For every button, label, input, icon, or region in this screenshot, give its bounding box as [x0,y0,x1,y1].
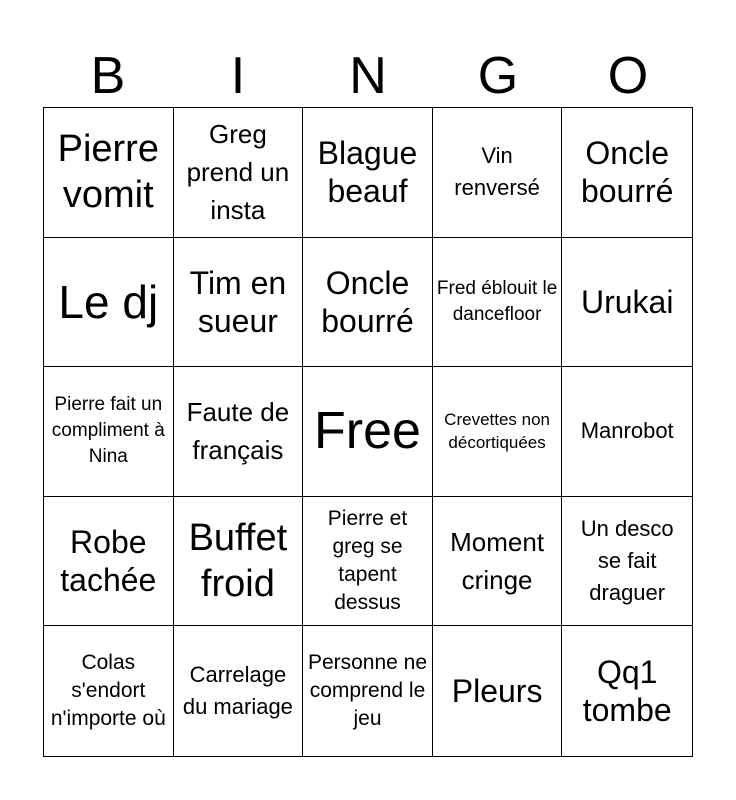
bingo-cell-r5c1[interactable] [44,626,174,756]
cell-label: Le dj [58,275,159,328]
header-letter-n: N [349,47,387,105]
bingo-grid [43,107,693,757]
cell-label: Pierre fait un compliment à Nina [51,394,165,468]
bingo-cell-r4c4[interactable] [433,497,563,627]
cell-label: Manrobot [580,418,674,444]
bingo-cell-r2c2[interactable] [174,238,304,368]
cell-label: Carrelage du mariage [182,662,293,720]
bingo-cell-r4c2[interactable] [174,497,304,627]
bingo-cell-r3c5[interactable] [562,367,692,497]
header-letter-g: G [477,47,519,105]
cell-label: Qq1 tombe [582,654,672,729]
header-letter-b: B [90,47,126,105]
cell-label: Un desco se fait draguer [580,516,674,606]
bingo-cell-r4c5[interactable] [562,497,692,627]
cell-label: Robe tachée [60,524,157,599]
bingo-cell-r1c5[interactable] [562,108,692,238]
bingo-cell-r1c4[interactable] [433,108,563,238]
cell-label: Crevettes non décortiquées [444,410,551,453]
bingo-cell-r2c1[interactable] [44,238,174,368]
bingo-cell-r4c3[interactable] [303,497,433,627]
cell-label: Oncle bourré [580,135,674,210]
bingo-cell-r2c5[interactable] [562,238,692,368]
bingo-cell-r3c1[interactable] [44,367,174,497]
cell-label: Oncle bourré [321,264,414,339]
bingo-cell-r5c2[interactable] [174,626,304,756]
header-letter-o: O [607,47,649,105]
bingo-cell-r5c3[interactable] [303,626,433,756]
header-letter-i: I [230,47,246,105]
bingo-cell-r4c1[interactable] [44,497,174,627]
cell-label: Colas s'endort n'importe où [50,651,166,731]
cell-label: Tim en sueur [189,264,287,339]
cell-label: Moment cringe [450,527,545,596]
bingo-cell-r2c3[interactable] [303,238,433,368]
cell-label: Faute de français [186,397,290,466]
cell-label: Fred éblouit le dancefloor [436,277,558,325]
cell-label: Pleurs [451,673,543,710]
bingo-cell-r5c5[interactable] [562,626,692,756]
bingo-cell-r1c1[interactable] [44,108,174,238]
bingo-cell-r1c2[interactable] [174,108,304,238]
cell-label: Pierre vomit [57,128,159,217]
bingo-cell-r3c2[interactable] [174,367,304,497]
cell-label: Blague beauf [317,135,418,210]
cell-label: Greg prend un insta [186,119,290,226]
cell-label: Pierre et greg se tapent dessus [327,507,408,615]
bingo-header [43,46,693,106]
bingo-cell-r3c3[interactable] [303,367,433,497]
cell-label: Urukai [580,283,674,320]
bingo-cell-r1c3[interactable] [303,108,433,238]
bingo-cell-r2c4[interactable] [433,238,563,368]
cell-label: Vin renversé [454,143,540,201]
cell-label: Buffet froid [188,517,288,606]
cell-label: Personne ne comprend le jeu [307,651,428,731]
cell-label: Free [314,402,421,461]
bingo-cell-r5c4[interactable] [433,626,563,756]
bingo-cell-r3c4[interactable] [433,367,563,497]
